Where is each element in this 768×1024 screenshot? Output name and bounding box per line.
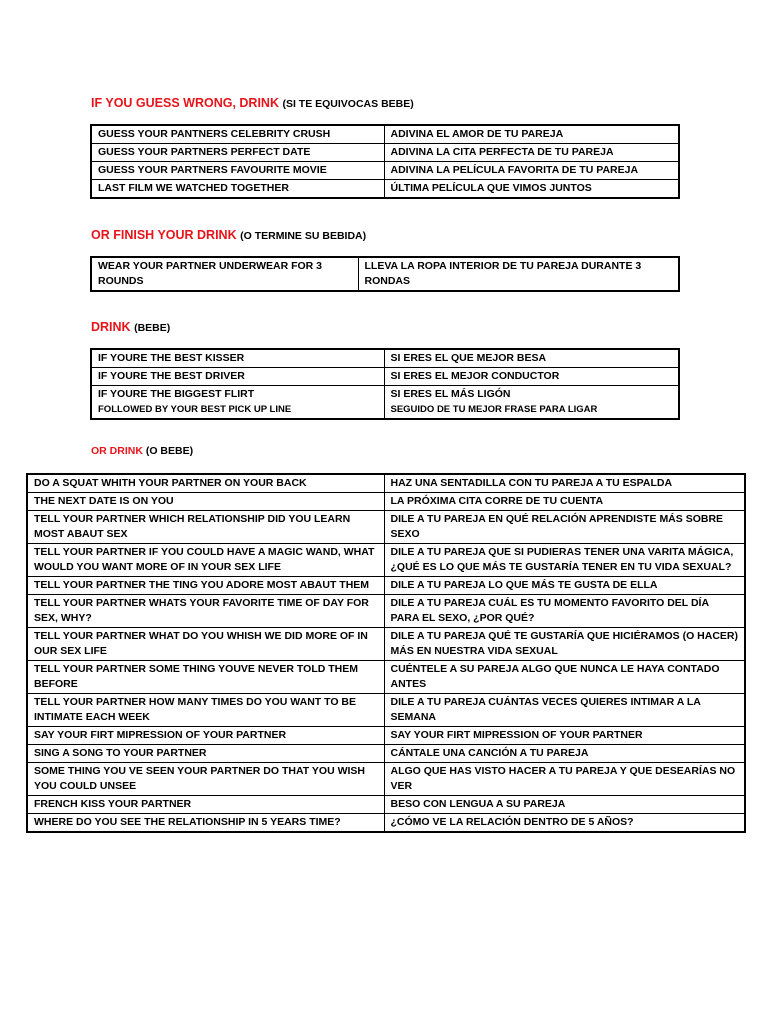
table-row <box>27 544 745 577</box>
english-cell: TELL YOUR PARTNER SOME THING YOUVE NEVER TOLD THEM BEFORE <box>27 661 384 694</box>
english-cell: LAST FILM WE WATCHED TOGETHER <box>91 180 384 199</box>
section-heading <box>91 320 170 334</box>
table-row <box>91 144 679 162</box>
english-cell: GUESS YOUR PARTNERS FAVOURITE MOVIE <box>91 162 384 180</box>
spanish-cell: CUÉNTELE A SU PAREJA ALGO QUE NUNCA LE HAYA CONTADO ANTES <box>384 661 745 694</box>
finish-drink-table <box>90 256 680 292</box>
spanish-cell: SAY YOUR FIRT MIPRESSION OF YOUR PARTNER <box>384 727 745 745</box>
english-cell: SING A SONG TO YOUR PARTNER <box>27 745 384 763</box>
english-cell: SOME THING YOU VE SEEN YOUR PARTNER DO THAT YOU WISH YOU COULD UNSEE <box>27 763 384 796</box>
english-cell: FRENCH KISS YOUR PARTNER <box>27 796 384 814</box>
spanish-cell: DILE A TU PAREJA EN QUÉ RELACIÓN APRENDISTE MÁS SOBRE SEXO <box>384 511 745 544</box>
spanish-cell: ÚLTIMA PELÍCULA QUE VIMOS JUNTOS <box>384 180 679 199</box>
section-heading <box>91 228 366 242</box>
table-row <box>27 814 745 833</box>
spanish-cell: ¿CÓMO VE LA RELACIÓN DENTRO DE 5 AÑOS? <box>384 814 745 833</box>
spanish-cell: DILE A TU PAREJA LO QUE MÁS TE GUSTA DE ELLA <box>384 577 745 595</box>
section-title: IF YOU GUESS WRONG, DRINK <box>91 96 279 110</box>
table-row <box>91 368 679 386</box>
english-cell: IF YOURE THE BEST DRIVER <box>91 368 384 386</box>
spanish-cell: SI ERES EL QUE MEJOR BESA <box>384 349 679 368</box>
table-row <box>91 257 679 291</box>
english-cell: WHERE DO YOU SEE THE RELATIONSHIP IN 5 YEARS TIME? <box>27 814 384 833</box>
english-cell: TELL YOUR PARTNER WHATS YOUR FAVORITE TIME OF DAY FOR SEX, WHY? <box>27 595 384 628</box>
guess-table <box>90 124 680 199</box>
spanish-cell: DILE A TU PAREJA QUE SI PUDIERAS TENER UNA VARITA MÁGICA, ¿QUÉ ES LO QUE MÁS TE GUSTARÍA TENER EN TU VIDA SEXUAL? <box>384 544 745 577</box>
section-title: DRINK <box>91 320 131 334</box>
table-row <box>91 386 679 420</box>
spanish-cell: LLEVA LA ROPA INTERIOR DE TU PAREJA DURANTE 3 RONDAS <box>358 257 679 291</box>
english-line: FOLLOWED BY YOUR BEST PICK UP LINE <box>98 404 292 415</box>
section-subtitle: (O BEBE) <box>145 445 194 457</box>
table-row <box>27 577 745 595</box>
table-row <box>91 125 679 144</box>
table-row <box>27 661 745 694</box>
section-heading <box>91 96 414 110</box>
section-subtitle: (O TERMINE SU BEBIDA) <box>240 230 367 242</box>
spanish-cell: ADIVINA EL AMOR DE TU PAREJA <box>384 125 679 144</box>
spanish-cell: DILE A TU PAREJA CUÁNTAS VECES QUIERES INTIMAR A LA SEMANA <box>384 694 745 727</box>
spanish-cell: ADIVINA LA PELÍCULA FAVORITA DE TU PAREJA <box>384 162 679 180</box>
spanish-cell: ALGO QUE HAS VISTO HACER A TU PAREJA Y QUE DESEARÍAS NO VER <box>384 763 745 796</box>
section-title: OR DRINK <box>91 445 143 457</box>
spanish-cell: SI ERES EL MEJOR CONDUCTOR <box>384 368 679 386</box>
english-cell: TELL YOUR PARTNER HOW MANY TIMES DO YOU WANT TO BE INTIMATE EACH WEEK <box>27 694 384 727</box>
english-cell: THE NEXT DATE IS ON YOU <box>27 493 384 511</box>
or-drink-table <box>26 473 746 833</box>
english-cell: IF YOURE THE BEST KISSER <box>91 349 384 368</box>
english-cell: GUESS YOUR PANTNERS CELEBRITY CRUSH <box>91 125 384 144</box>
spanish-cell: DILE A TU PAREJA CUÁL ES TU MOMENTO FAVORITO DEL DÍA PARA EL SEXO, ¿POR QUÉ? <box>384 595 745 628</box>
english-cell: TELL YOUR PARTNER IF YOU COULD HAVE A MAGIC WAND, WHAT WOULD YOU WANT MORE OF IN YOUR SEX LIFE <box>27 544 384 577</box>
drink-table <box>90 348 680 420</box>
spanish-cell: HAZ UNA SENTADILLA CON TU PAREJA A TU ESPALDA <box>384 474 745 493</box>
english-cell: TELL YOUR PARTNER WHICH RELATIONSHIP DID YOU LEARN MOST ABAUT SEX <box>27 511 384 544</box>
spanish-cell: BESO CON LENGUA A SU PAREJA <box>384 796 745 814</box>
spanish-cell: CÁNTALE UNA CANCIÓN A TU PAREJA <box>384 745 745 763</box>
english-cell: TELL YOUR PARTNER WHAT DO YOU WHISH WE DID MORE OF IN OUR SEX LIFE <box>27 628 384 661</box>
spanish-line: SEGUIDO DE TU MEJOR FRASE PARA LIGAR <box>390 404 598 415</box>
english-cell: DO A SQUAT WHITH YOUR PARTNER ON YOUR BACK <box>27 474 384 493</box>
table-row <box>27 694 745 727</box>
spanish-line: SI ERES EL MÁS LIGÓN <box>390 388 511 400</box>
table-row <box>27 474 745 493</box>
section-subtitle: (BEBE) <box>134 322 171 334</box>
table-row <box>27 595 745 628</box>
spanish-cell-multiline <box>384 386 679 420</box>
section-heading <box>91 445 193 457</box>
table-row <box>27 763 745 796</box>
english-cell: WEAR YOUR PARTNER UNDERWEAR FOR 3 ROUNDS <box>91 257 358 291</box>
spanish-cell: ADIVINA LA CITA PERFECTA DE TU PAREJA <box>384 144 679 162</box>
section-subtitle: (SI TE EQUIVOCAS BEBE) <box>282 98 414 110</box>
table-row <box>27 727 745 745</box>
section-title: OR FINISH YOUR DRINK <box>91 228 237 242</box>
english-cell: SAY YOUR FIRT MIPRESSION OF YOUR PARTNER <box>27 727 384 745</box>
table-row <box>27 493 745 511</box>
table-row <box>27 745 745 763</box>
english-cell: TELL YOUR PARTNER THE TING YOU ADORE MOST ABAUT THEM <box>27 577 384 595</box>
spanish-cell: LA PRÓXIMA CITA CORRE DE TU CUENTA <box>384 493 745 511</box>
table-row <box>91 180 679 199</box>
english-cell: GUESS YOUR PARTNERS PERFECT DATE <box>91 144 384 162</box>
table-row <box>91 349 679 368</box>
spanish-cell: DILE A TU PAREJA QUÉ TE GUSTARÍA QUE HICIÉRAMOS (O HACER) MÁS EN NUESTRA VIDA SEXUAL <box>384 628 745 661</box>
english-cell-multiline <box>91 386 384 420</box>
table-row <box>27 511 745 544</box>
table-row <box>27 628 745 661</box>
table-row <box>27 796 745 814</box>
table-row <box>91 162 679 180</box>
english-line: IF YOURE THE BIGGEST FLIRT <box>98 388 255 400</box>
